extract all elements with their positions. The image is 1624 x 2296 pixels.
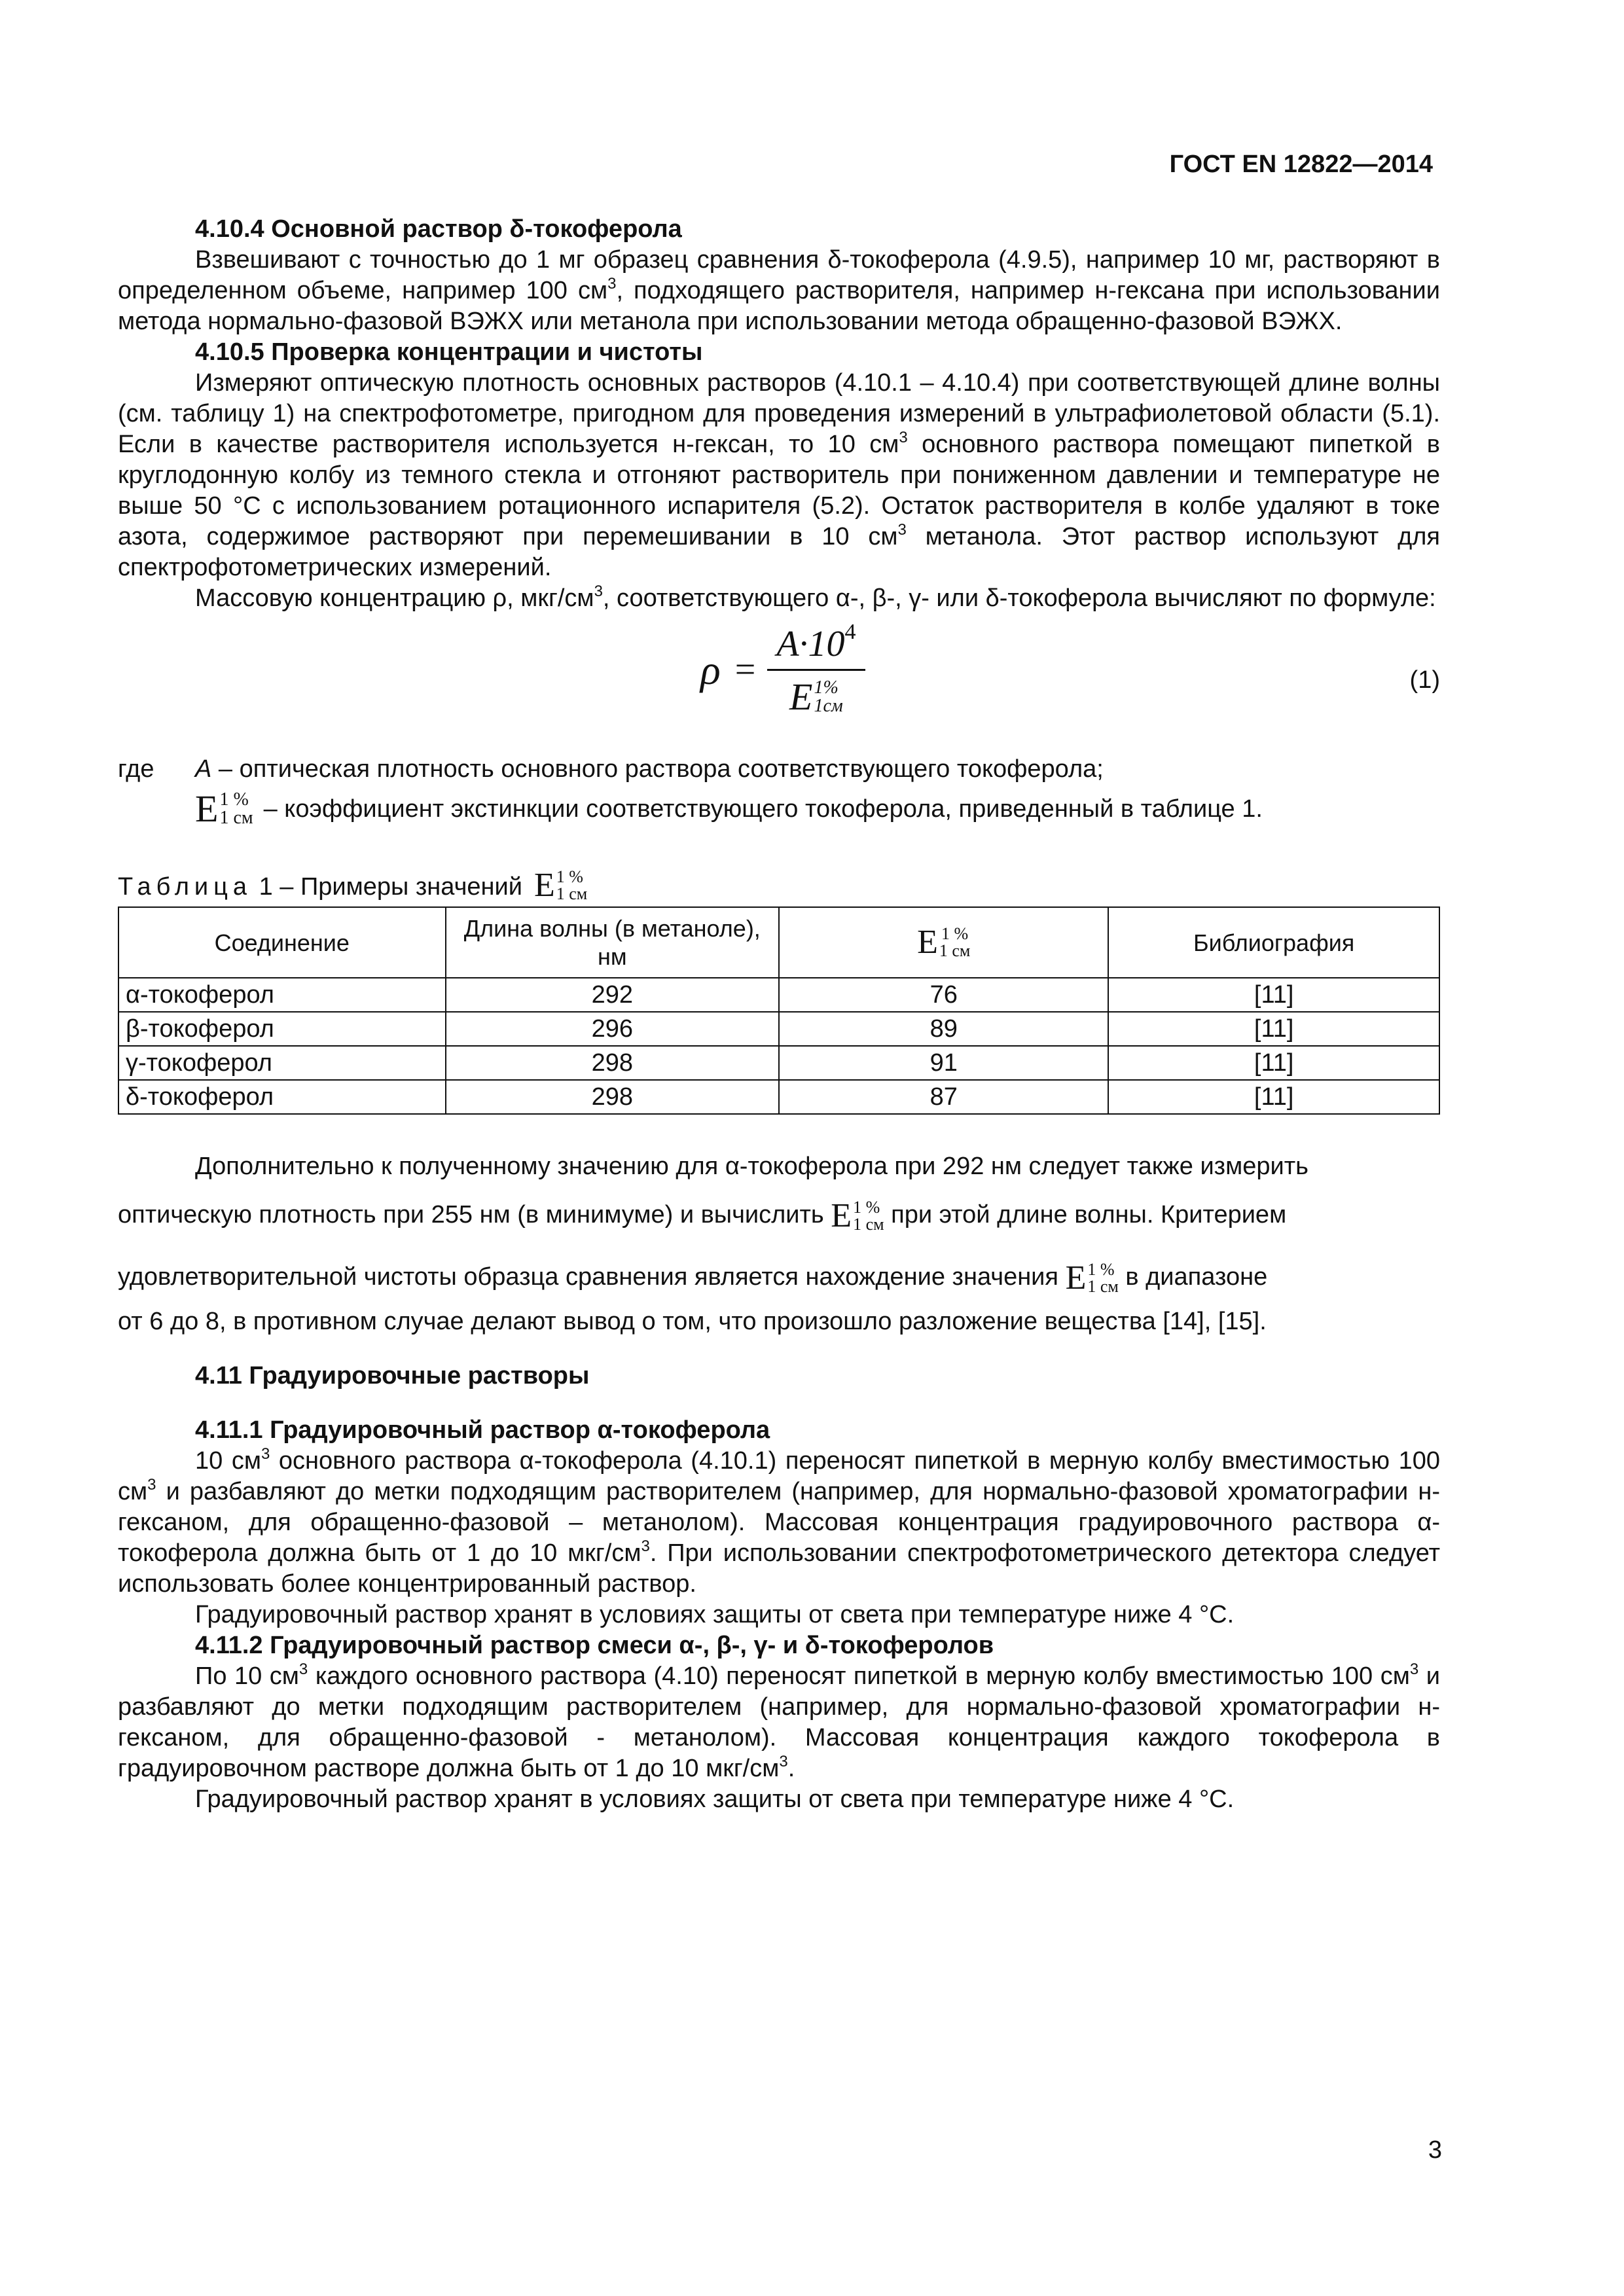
table-row	[118, 1046, 1439, 1080]
where-label: где	[118, 755, 154, 783]
definition-a	[118, 754, 1440, 785]
e-indices	[1087, 1261, 1119, 1295]
purity-paragraph-line-3	[118, 1247, 1440, 1306]
text-fragment: оптическую плотность при 255 нм (в минимуме) и вычислить	[118, 1201, 824, 1229]
text-fragment: метанола. Этот раствор используют для спектрофотометрических измерений.	[118, 523, 1440, 581]
purity-paragraph-line-2	[118, 1182, 1440, 1247]
table-caption	[118, 869, 1440, 903]
text-fragment: основного раствора помещают пипеткой в круглодонную колбу из темного стекла и отгоняют растворитель при пониженном давлении и температуре не выше 50 °С с использованием ротационного испарителя (5.2). Остаток растворителя в колбе удаляют в токе азота, содержимое растворяют при перемешивании в 10 см	[118, 431, 1440, 550]
table-caption-word: Таблица	[118, 873, 252, 901]
e-letter: E	[831, 1196, 852, 1234]
superscript: 3	[897, 521, 907, 539]
bibliography-cell: [11]	[1108, 1046, 1439, 1080]
bibliography-cell: [11]	[1108, 1012, 1439, 1046]
document-id-header: ГОСТ EN 12822—2014	[1169, 151, 1433, 178]
e-indices	[219, 791, 253, 827]
section-4-10-5-paragraph-2	[118, 583, 1440, 614]
e-letter: E	[533, 867, 555, 904]
formula-lhs: ρ	[700, 647, 721, 693]
e-subscript: 1 см	[853, 1214, 884, 1234]
page-content	[118, 214, 1440, 1815]
compound-cell: β-токоферол	[118, 1012, 446, 1046]
extinction-cell: 91	[779, 1046, 1108, 1080]
e-letter: E	[917, 924, 938, 961]
extinction-cell: 76	[779, 978, 1108, 1012]
superscript: 3	[607, 275, 617, 293]
superscript: 3	[641, 1537, 650, 1555]
e-indices	[814, 679, 842, 715]
e-superscript: 1 %	[853, 1197, 880, 1217]
section-4-11-2-paragraph-1	[118, 1661, 1440, 1784]
e-indices	[939, 925, 971, 960]
definition-a-text	[195, 754, 1104, 785]
bibliography-cell: [11]	[1108, 978, 1439, 1012]
formula	[700, 620, 865, 719]
definition-e-text: – коэффициент экстинкции соответствующего токоферола, приведенный в таблице 1.	[263, 795, 1263, 823]
text-fragment: Измеряют оптическую плотность основных растворов (4.10.1 – 4.10.4) при соответствующей длине волны (см. таблицу 1) на спектрофотометре, пригодном для проведения измерений в ультрафиолетовой области (5.1). Если в качестве растворителя используется н-гексан, то 10 см	[118, 369, 1440, 458]
text-fragment: 10 см	[195, 1447, 261, 1475]
e-superscript: 1 %	[1087, 1259, 1115, 1279]
header-wavelength: Длина волны (в метаноле), нм	[446, 907, 780, 978]
text-fragment: . При использовании спектрофотометрического детектора следует использовать более концентрированный раствор.	[118, 1539, 1440, 1598]
compound-cell: γ-токоферол	[118, 1046, 446, 1080]
text-fragment: в диапазоне	[1125, 1263, 1268, 1291]
e-letter: E	[789, 675, 813, 719]
text-fragment: и разбавляют до метки подходящим растворителем (например, для нормально-фазовой хроматографии н-гексаном, для обращенно-фазовой - метанолом). Массовая концентрация каждого токоферола в градуировочном растворе должна быть от 1 до 10 мкг/см	[118, 1662, 1440, 1782]
text-fragment: Массовую концентрацию ρ, мкг/см	[195, 584, 594, 612]
e-letter: E	[1065, 1259, 1087, 1297]
e-subscript: 1 см	[219, 808, 253, 828]
superscript: 3	[1409, 1660, 1419, 1678]
section-4-10-4-paragraph	[118, 245, 1440, 337]
header-extinction	[779, 907, 1108, 978]
text-fragment: при этой длине волны. Критерием	[891, 1201, 1287, 1229]
formula-fraction	[767, 620, 865, 719]
section-4-10-5-heading: 4.10.5 Проверка концентрации и чистоты	[195, 338, 703, 366]
table-header-row	[118, 907, 1439, 978]
wavelength-cell: 296	[446, 1012, 780, 1046]
e-subscript: 1 см	[1087, 1276, 1119, 1296]
section-4-10-5-paragraph-1	[118, 368, 1440, 583]
purity-paragraph-line-4: от 6 до 8, в противном случае делают вывод о том, что произошло разложение вещества [14], [15].	[118, 1308, 1267, 1335]
extinction-symbol	[831, 1196, 884, 1234]
extinction-symbol	[917, 925, 970, 960]
e-superscript: 1 %	[556, 867, 583, 886]
formula-number: (1)	[1409, 666, 1440, 694]
section-4-11-1-heading: 4.11.1 Градуировочный раствор α-токоферола	[195, 1416, 770, 1444]
extinction-symbol	[195, 787, 253, 830]
superscript: 3	[594, 583, 603, 600]
compound-cell: δ-токоферол	[118, 1080, 446, 1114]
text-fragment: основного раствора α-токоферола (4.10.1) переносят пипеткой в мерную колбу вместимостью 100 см	[118, 1447, 1440, 1505]
text-fragment: .	[787, 1755, 795, 1782]
section-4-11-2-heading: 4.11.2 Градуировочный раствор смеси α-, β-, γ- и δ-токоферолов	[195, 1632, 994, 1659]
table-caption-text: 1 – Примеры значений	[259, 873, 522, 901]
text-fragment: и разбавляют до метки подходящим растворителем (например, для нормально-фазовой хроматографии н-гексаном, для обращенно-фазовой – метанолом). Массовая концентрация градуировочного раствора α-токоферола должна быть от 1 до 10 мкг/см	[118, 1478, 1440, 1567]
superscript: 3	[779, 1753, 788, 1770]
wavelength-cell: 298	[446, 1080, 780, 1114]
section-4-11-2-paragraph-2: Градуировочный раствор хранят в условиях защиты от света при температуре ниже 4 °С.	[195, 1785, 1235, 1813]
definition-e	[118, 787, 1440, 830]
section-4-11-1-paragraph-1	[118, 1446, 1440, 1600]
extinction-symbol	[1066, 1261, 1119, 1295]
superscript: 3	[261, 1445, 270, 1463]
section-4-10-4-heading: 4.10.4 Основной раствор δ-токоферола	[195, 215, 682, 243]
text-fragment: Взвешивают с точностью до 1 мг образец сравнения δ-токоферола (4.9.5), например 10 мг, растворяют в определенном объеме, например 100 см	[118, 246, 1440, 304]
compound-cell: α-токоферол	[118, 978, 446, 1012]
formula-denominator	[789, 671, 843, 717]
text-fragment: По 10 см	[195, 1662, 299, 1690]
text-fragment: каждого основного раствора (4.10) переносят пипеткой в мерную колбу вместимостью 100 см	[308, 1662, 1410, 1690]
formula-numerator	[767, 620, 865, 671]
wavelength-cell: 292	[446, 978, 780, 1012]
table-row	[118, 978, 1439, 1012]
e-indices	[853, 1199, 884, 1233]
text-fragment: , соответствующего α-, β-, γ- или δ-токоферола вычисляют по формуле:	[602, 584, 1436, 612]
e-superscript: 1 %	[941, 924, 969, 943]
extinction-symbol	[789, 675, 843, 719]
section-4-11-heading: 4.11 Градуировочные растворы	[195, 1362, 590, 1390]
e-subscript: 1 см	[939, 941, 971, 960]
bibliography-cell: [11]	[1108, 1080, 1439, 1114]
extinction-table	[118, 906, 1440, 1115]
formula-definitions	[118, 754, 1440, 828]
text-fragment: , подходящего растворителя, например н-гексана при использовании метода нормально-фазовой ВЭЖХ или метанола при использовании метода обращенно-фазовой ВЭЖХ.	[118, 277, 1440, 335]
e-indices	[556, 869, 588, 903]
wavelength-cell: 298	[446, 1046, 780, 1080]
table-row	[118, 1012, 1439, 1046]
e-letter: E	[195, 787, 219, 830]
symbol-a: A	[195, 755, 212, 783]
e-superscript: 1 %	[219, 789, 249, 810]
extinction-symbol	[534, 869, 587, 903]
extinction-cell: 87	[779, 1080, 1108, 1114]
table-row	[118, 1080, 1439, 1114]
e-subscript: 1 см	[556, 884, 588, 903]
superscript: 3	[899, 429, 908, 446]
numerator-exponent: 4	[844, 620, 856, 644]
extinction-cell: 89	[779, 1012, 1108, 1046]
formula-block	[118, 620, 1440, 740]
header-bibliography: Библиография	[1108, 907, 1439, 978]
page-number: 3	[1428, 2136, 1442, 2164]
e-superscript: 1%	[814, 677, 839, 698]
text-fragment: – оптическая плотность основного раствора соответствующего токоферола;	[211, 755, 1104, 783]
e-subscript: 1см	[814, 696, 843, 717]
header-compound: Соединение	[118, 907, 446, 978]
formula-equals: =	[734, 649, 756, 690]
superscript: 3	[147, 1476, 156, 1494]
numerator-text: A·10	[776, 624, 845, 664]
superscript: 3	[298, 1660, 308, 1678]
section-4-11-1-paragraph-2: Градуировочный раствор хранят в условиях защиты от света при температуре ниже 4 °С.	[195, 1601, 1235, 1628]
purity-paragraph-line-1: Дополнительно к полученному значению для α-токоферола при 292 нм следует также измерить	[195, 1153, 1308, 1180]
text-fragment: удовлетворительной чистоты образца сравнения является нахождение значения	[118, 1263, 1058, 1291]
